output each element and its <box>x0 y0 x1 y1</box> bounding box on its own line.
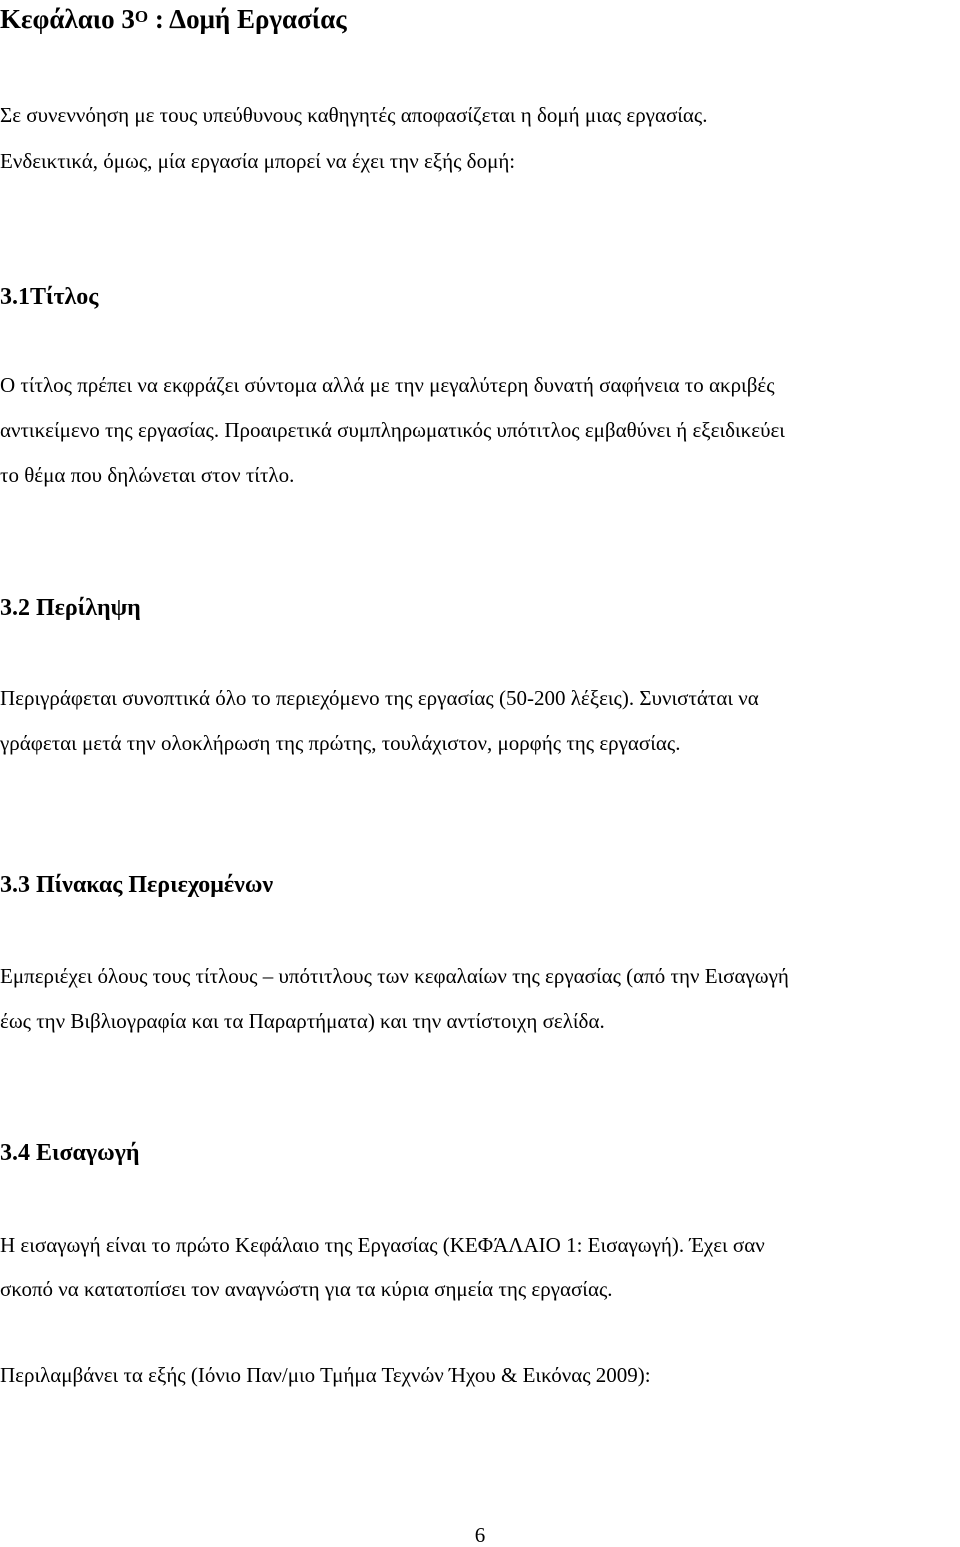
paragraph-line: Εμπεριέχει όλους τους τίτλους – υπότιτλους των κεφαλαίων της εργασίας (από την Εισαγωγή <box>0 964 789 988</box>
intro-line: Ενδεικτικά, όμως, μία εργασία μπορεί να έχει την εξής δομή: <box>0 149 516 173</box>
paragraph-line: αντικείμενο της εργασίας. Προαιρετικά συμπληρωματικός υπότιτλος εμβαθύνει ή εξειδικεύει <box>0 418 785 442</box>
paragraph-line: γράφεται μετά την ολοκλήρωση της πρώτης, τουλάχιστον, μορφής της εργασίας. <box>0 731 681 755</box>
chapter-title-suffix: : Δομή Εργασίας <box>148 4 347 34</box>
section-title-titlos: 3.1Τίτλος <box>0 284 99 310</box>
paragraph-line: Περιγράφεται συνοπτικά όλο το περιεχόμενο της εργασίας (50-200 λέξεις). Συνιστάται να <box>0 686 759 710</box>
paragraph-line: Περιλαμβάνει τα εξής (Ιόνιο Παν/μιο Τμήμα Τεχνών Ήχου & Εικόνας 2009): <box>0 1363 651 1387</box>
chapter-title-prefix: Κεφάλαιο 3 <box>0 4 135 34</box>
paragraph-line: Η εισαγωγή είναι το πρώτο Κεφάλαιο της Εργασίας (ΚΕΦΆΛΑΙΟ 1: Εισαγωγή). Έχει σαν <box>0 1233 765 1257</box>
paragraph-line: έως την Βιβλιογραφία και τα Παραρτήματα) και την αντίστοιχη σελίδα. <box>0 1009 605 1033</box>
chapter-title-superscript: Ο <box>134 7 149 26</box>
section-title-eisagogi: 3.4 Εισαγωγή <box>0 1140 140 1166</box>
chapter-title <box>0 2 347 36</box>
section-title-pinakas-periexomenon: 3.3 Πίνακας Περιεχομένων <box>0 872 274 898</box>
section-title-perilipsi: 3.2 Περίληψη <box>0 595 141 621</box>
paragraph-line: σκοπό να κατατοπίσει τον αναγνώστη για τα κύρια σημεία της εργασίας. <box>0 1277 613 1301</box>
intro-line: Σε συνεννόηση με τους υπεύθυνους καθηγητές αποφασίζεται η δομή μιας εργασίας. <box>0 103 708 127</box>
paragraph-line: Ο τίτλος πρέπει να εκφράζει σύντομα αλλά με την μεγαλύτερη δυνατή σαφήνεια το ακριβές <box>0 373 775 397</box>
page-number: 6 <box>474 1523 486 1547</box>
paragraph-line: το θέμα που δηλώνεται στον τίτλο. <box>0 463 295 487</box>
